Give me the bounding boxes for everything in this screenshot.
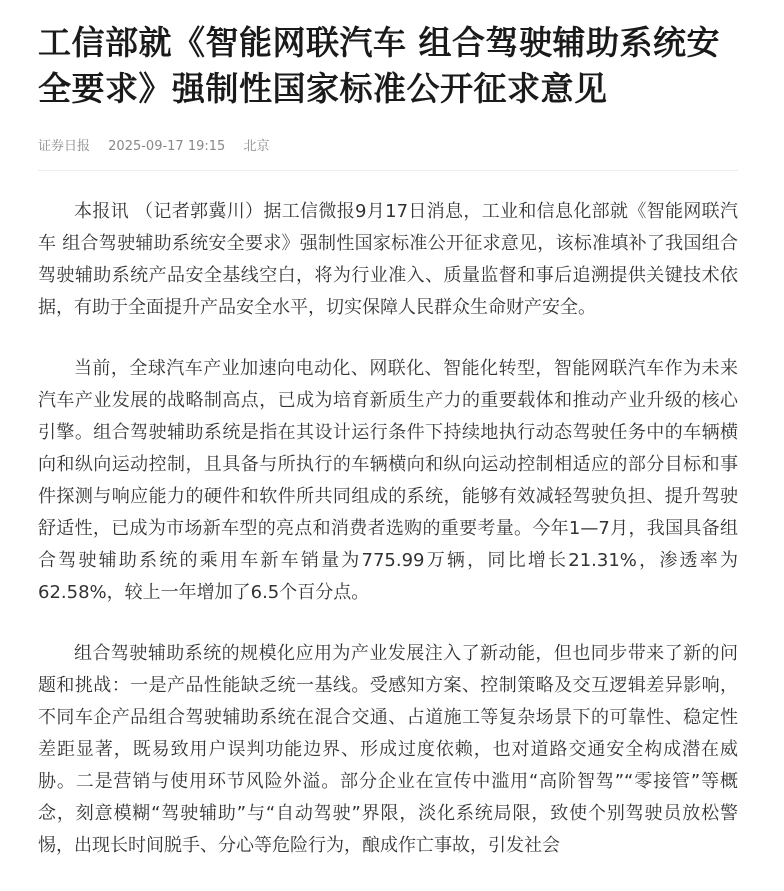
article-source[interactable]: 证券日报 [38,139,91,154]
article-meta [38,138,738,156]
article-body [38,196,738,862]
news-article [38,20,738,891]
article-datetime: 2025-09-17 19:15 [108,139,226,154]
article-paragraph-1: 本报讯 （记者郭冀川）据工信微报9月17日消息，工业和信息化部就《智能网联汽车 组合驾驶辅助系统安全要求》强制性国家标准公开征求意见，该标准填补了我国组合驾驶辅助系统产品安全基线空白，将为行业准入、质量监督和事后追溯提供关键技术依据，有助于全面提升产品安全水平，切实保障人民群众生命财产安全。 [38,201,738,318]
meta-divider [38,170,738,171]
article-title: 工信部就《智能网联汽车 组合驾驶辅助系统安全要求》强制性国家标准公开征求意见 [38,23,720,108]
article-paragraph-3: 组合驾驶辅助系统的规模化应用为产业发展注入了新动能，但也同步带来了新的问题和挑战：一是产品性能缺乏统一基线。受感知方案、控制策略及交互逻辑差异影响，不同车企产品组合驾驶辅助系统在混合交通、占道施工等复杂场景下的可靠性、稳定性差距显著，既易致用户误判功能边界、形成过度依赖，也对道路交通安全构成潜在威胁。二是营销与使用环节风险外溢。部分企业在宣传中滥用“高阶智驾”“零接管”等概念，刻意模糊“驾驶辅助”与“自动驾驶”界限，淡化系统局限，致使个别驾驶员放松警惕，出现长时间脱手、分心等危险行为，酿成作亡事故，引发社会 [38,643,738,856]
article-paragraph-2: 当前，全球汽车产业加速向电动化、网联化、智能化转型，智能网联汽车作为未来汽车产业发展的战略制高点，已成为培育新质生产力的重要载体和推动产业升级的核心引擎。组合驾驶辅助系统是指在其设计运行条件下持续地执行动态驾驶任务中的车辆横向和纵向运动控制，且具备与所执行的车辆横向和纵向运动控制相适应的部分目标和事件探测与响应能力的硬件和软件所共同组成的系统，能够有效减轻驾驶负担、提升驾驶舒适性，已成为市场新车型的亮点和消费者选购的重要考量。今年1—7月，我国具备组合驾驶辅助系统的乘用车新车销量为775.99万辆，同比增长21.31%，渗透率为62.58%，较上一年增加了6.5个百分点。 [38,358,738,603]
article-location: 北京 [243,139,270,154]
